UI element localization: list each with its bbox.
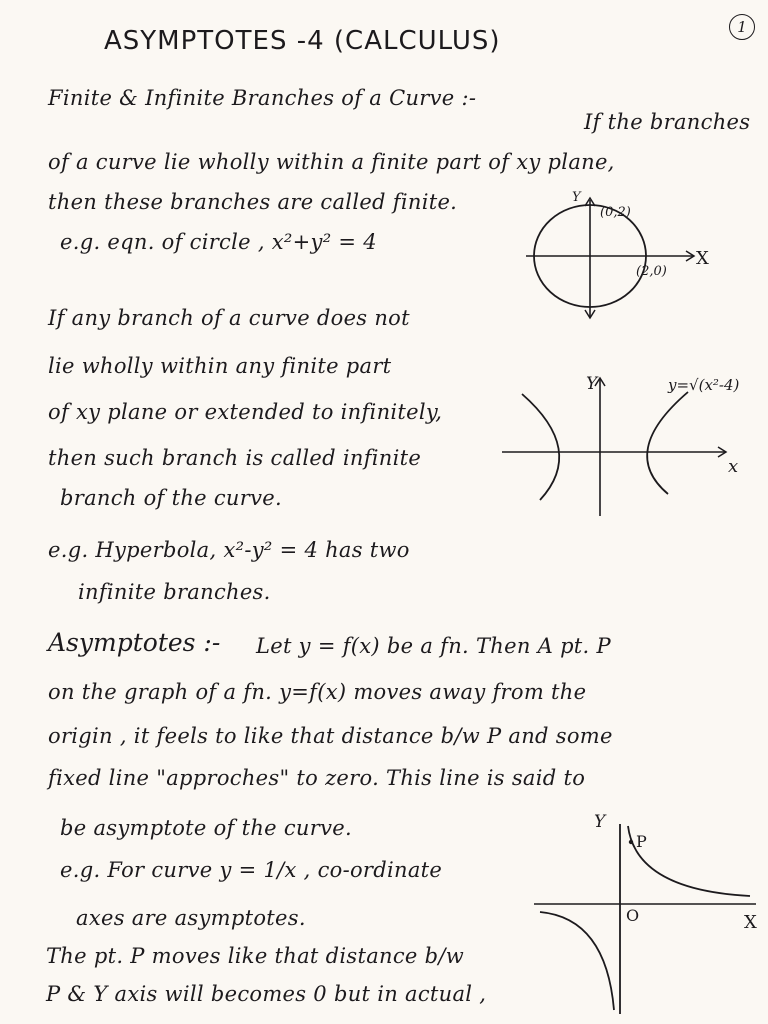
circle-y-axis-label: Y [572,190,581,205]
circle-point-right-label: (2,0) [636,264,667,279]
origin-label: O [626,906,640,925]
circle-x-axis-label: X [696,248,709,269]
text-line: of a curve lie wholly within a finite part of xy plane, [48,150,615,174]
text-line: axes are asymptotes. [76,906,306,930]
hyperbola-y-axis-label: Y [586,374,598,394]
page-title: ASYMPTOTES -4 (CALCULUS) [104,26,501,56]
text-line: The pt. P moves like that distance b/w [46,944,465,968]
text-line: e.g. eqn. of circle , x²+y² = 4 [60,230,377,254]
text-line: P & Y axis will becomes 0 but in actual , [46,982,487,1006]
text-line: If any branch of a curve does not [48,306,410,330]
text-line: origin , it feels to like that distance b/w P and some [48,724,613,748]
text-line: infinite branches. [78,580,271,604]
section-heading-asymptotes: Asymptotes :- [48,628,221,657]
text-line: be asymptote of the curve. [60,816,352,840]
text-line: e.g. For curve y = 1/x , co-ordinate [60,858,443,882]
text-line: fixed line "approches" to zero. This line is said to [48,766,586,790]
section-heading-finite-infinite: Finite & Infinite Branches of a Curve :- [48,86,477,110]
text-line: lie wholly within any finite part [48,354,392,378]
text-line: then such branch is called infinite [48,446,422,470]
circle-point-top-label: (0,2) [600,205,631,220]
hyperbola-equation-label: y=√(x²-4) [668,376,740,394]
reciprocal-x-axis-label: X [744,912,757,933]
text-line: e.g. Hyperbola, x²-y² = 4 has two [48,538,410,562]
text-line: on the graph of a fn. y=f(x) moves away from the [48,680,587,704]
hyperbola-x-axis-label: x [728,456,739,477]
point-p-label: P [636,832,647,851]
text-line: then these branches are called finite. [48,190,458,214]
text-line: If the branches [584,110,751,134]
page-number: 1 [729,14,755,40]
text-line: Let y = f(x) be a fn. Then A pt. P [256,634,611,658]
text-line: branch of the curve. [60,486,282,510]
reciprocal-y-axis-label: Y [594,812,606,832]
text-line: of xy plane or extended to infinitely, [48,400,443,424]
